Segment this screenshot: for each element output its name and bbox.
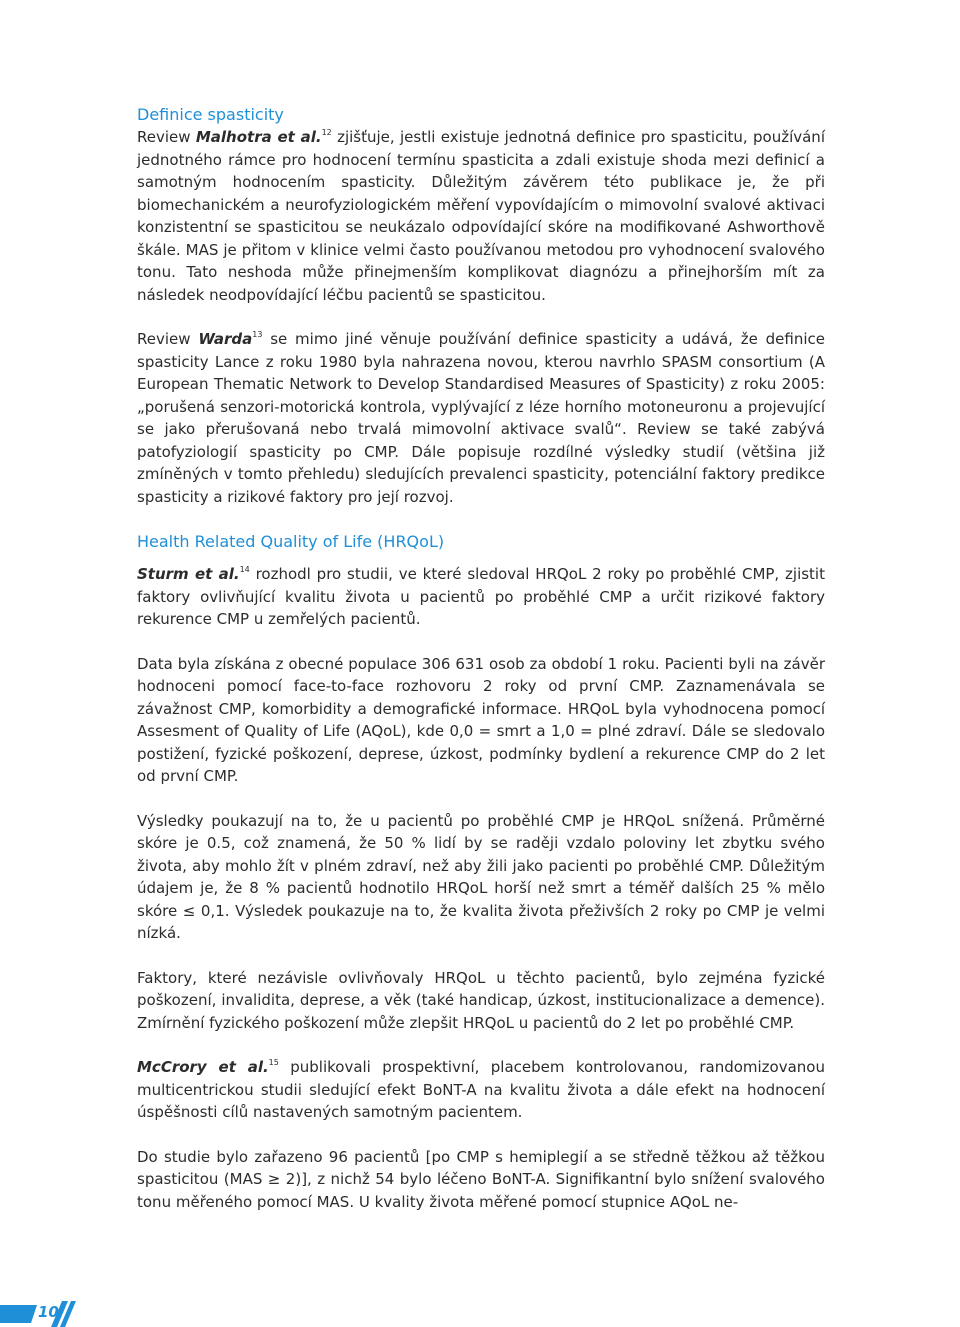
paragraph-text: rozhodl pro studii, ve které sledoval HRQoL 2 roky po proběhlé CMP, zjistit faktory ovlivňující kvalitu života u pacientů po proběhlé CMP a určit rizikové faktory rekurence CMP u zemřelých pacientů.: [137, 565, 825, 628]
author-sturm: Sturm et al.: [137, 565, 240, 583]
section-heading-hrqol: Health Related Quality of Life (HRQoL): [137, 532, 445, 551]
footer-bar-shape: [0, 1305, 37, 1323]
page-number: 10: [38, 1303, 59, 1321]
paragraph-text: publikovali prospektivní, placebem kontrolovanou, randomizovanou multicentrickou studii sledující efekt BoNT-A na kvalitu života a dále efekt na hodnocení úspěšnosti cílů nastavených samotným pacientem.: [137, 1058, 825, 1121]
text-pre: Review: [137, 128, 196, 146]
reference-14: 14: [239, 565, 250, 574]
reference-12: 12: [321, 128, 332, 137]
reference-13: 13: [252, 330, 263, 339]
author-warda: Warda: [198, 330, 253, 348]
paragraph-malhotra: [137, 126, 825, 306]
paragraph-data: Data byla získána z obecné populace 306 631 osob za období 1 roku. Pacienti byli na závěr hodnoceni pomocí face-to-face rozhovoru 2 roky od první CMP. Zaznamenávala se závažnost CMP, komorbidity a demografické informace. HRQoL byla vyhodnocena pomocí Assesment of Quality of Life (AQoL), kde 0,0 = smrt a 1,0 = plné zdraví. Dále se sledovalo postižení, fyzické poškození, deprese, úzkost, podmínky bydlení a rekurence CMP do 2 let od první CMP.: [137, 654, 825, 785]
reference-15: 15: [268, 1058, 279, 1067]
section-heading-definice: Definice spasticity: [137, 105, 284, 124]
paragraph-factors: Faktory, které nezávisle ovlivňovaly HRQoL u těchto pacientů, bylo zejména fyzické poškození, invalidita, deprese, a věk (také handicap, úzkost, institucionalizace a demence). Zmírnění fyzického poškození může zlepšit HRQoL u pacientů do 2 let po proběhlé CMP.: [137, 968, 825, 1032]
paragraph-text: se mimo jiné věnuje používání definice spasticity a udává, že definice spasticity Lance z roku 1980 byla nahrazena novou, kterou navrhlo SPASM consortium (A European Thematic Network to Develop Standardised Measures of Spasticity) z roku 2005: „porušená senzori-motorická kontrola, vyplývající z léze horního motoneuronu a projevující se jako přerušovaná nebo trvalá mimovolní aktivace svalů“. Review se také zabývá patofyziologií spasticity po CMP. Dále popisuje rozdílné výsledky studií (většina již zmíněných v tomto přehledu) sledujících prevalenci spasticity, potenciální faktory predikce spasticity a rizikové faktory pro její rozvoj.: [137, 330, 825, 506]
paragraph-study: Do studie bylo zařazeno 96 pacientů [po CMP s hemiplegií a se středně těžkou až těžkou spasticitou (MAS ≥ 2)], z nichž 54 bylo léčeno BoNT-A. Signifikantní bylo snížení svalového tonu měřeného pomocí MAS. U kvality života měřené pomocí stupnice AQoL ne-: [137, 1147, 825, 1211]
author-malhotra: Malhotra et al.: [195, 128, 322, 146]
author-mccrory: McCrory et al.: [137, 1058, 269, 1076]
paragraph-text: zjišťuje, jestli existuje jednotná definice pro spasticitu, používání jednotného rámce pro hodnocení termínu spasticita a zdali existuje shoda mezi definicí a samotným hodnocením spasticity. Důležitým závěrem této publikace je, že při biomechanickém a neurofyziologickém měření vypovídajícím o mimovolní svalové aktivaci konzistentní se spasticitou se neukázalo odpovídající skóre na modifikované Ashworthově škále. MAS je přitom v klinice velmi často používanou metodou pro vyhodnocení svalového tonu. Tato neshoda může přinejmenším komplikovat diagnózu a přinejhorším mít za následek neodpovídající léčbu pacientů se spasticitou.: [137, 128, 825, 304]
paragraph-warda: [137, 328, 825, 508]
page-content: [137, 103, 825, 1213]
paragraph-sturm: [137, 563, 825, 631]
paragraph-results: Výsledky poukazují na to, že u pacientů po proběhlé CMP je HRQoL snížená. Průměrné skóre je 0.5, což znamená, že 50 % lidí by se raději vzdalo poloviny let zbytku svého života, aby mohlo žít v plném zdraví, než aby žili jako pacienti po proběhlé CMP. Důležitým údajem je, že 8 % pacientů hodnotilo HRQoL horší než smrt a téměř dalších 25 % mělo skóre ≤ 0,1. Výsledek poukazuje na to, že kvalita života přeživších 2 roky po CMP je velmi nízká.: [137, 811, 825, 942]
text-pre: Review: [137, 330, 199, 348]
paragraph-mccrory: [137, 1056, 825, 1124]
